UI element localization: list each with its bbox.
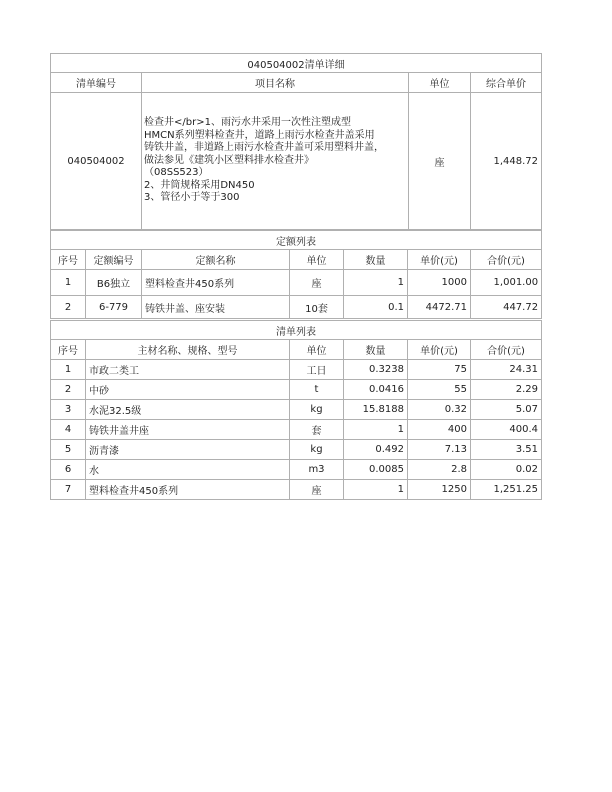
quota-title: 定额列表 (51, 231, 542, 250)
quota-code: 6-779 (86, 296, 142, 319)
materials-header: 数量 (344, 340, 408, 360)
material-total: 5.07 (471, 400, 542, 420)
materials-header: 单价(元) (408, 340, 471, 360)
materials-table (50, 320, 542, 500)
table-row (51, 460, 542, 480)
quota-total: 447.72 (471, 296, 542, 319)
bill-title: 040504002清单详细 (51, 54, 542, 73)
table-row (51, 480, 542, 500)
material-total: 3.51 (471, 440, 542, 460)
material-unit-price: 55 (408, 380, 471, 400)
material-name: 水 (86, 460, 290, 480)
materials-header: 主材名称、规格、型号 (86, 340, 290, 360)
quota-unit: 座 (290, 270, 344, 296)
quota-qty: 1 (344, 270, 408, 296)
material-unit: kg (290, 440, 344, 460)
material-total: 1,251.25 (471, 480, 542, 500)
material-unit: 套 (290, 420, 344, 440)
material-index: 1 (51, 360, 86, 380)
quota-name: 塑料检查井450系列 (142, 270, 290, 296)
desc-line: 2、井筒规格采用DN450 (144, 179, 255, 191)
material-name: 水泥32.5级 (86, 400, 290, 420)
material-name: 沥青漆 (86, 440, 290, 460)
material-unit: kg (290, 400, 344, 420)
material-name: 塑料检查井450系列 (86, 480, 290, 500)
item-code: 040504002 (51, 93, 142, 230)
item-unit: 座 (409, 93, 471, 230)
table-row (51, 400, 542, 420)
quota-header: 定额名称 (142, 250, 290, 270)
quota-index: 2 (51, 296, 86, 319)
material-unit-price: 0.32 (408, 400, 471, 420)
header-code: 清单编号 (51, 73, 142, 93)
material-index: 4 (51, 420, 86, 440)
quota-unit: 10套 (290, 296, 344, 319)
quota-header: 数量 (344, 250, 408, 270)
quota-code: B6独立 (86, 270, 142, 296)
material-qty: 0.0085 (344, 460, 408, 480)
materials-title: 清单列表 (51, 321, 542, 340)
material-unit-price: 2.8 (408, 460, 471, 480)
material-qty: 0.3238 (344, 360, 408, 380)
desc-line: 做法参见《建筑小区塑料排水检查井》 (144, 154, 314, 166)
material-qty: 1 (344, 420, 408, 440)
material-index: 5 (51, 440, 86, 460)
materials-header: 序号 (51, 340, 86, 360)
material-unit: m3 (290, 460, 344, 480)
table-row (51, 380, 542, 400)
quota-unit-price: 1000 (408, 270, 471, 296)
material-unit-price: 7.13 (408, 440, 471, 460)
material-name: 铸铁井盖井座 (86, 420, 290, 440)
table-row (51, 360, 542, 380)
material-total: 0.02 (471, 460, 542, 480)
material-qty: 0.492 (344, 440, 408, 460)
material-index: 6 (51, 460, 86, 480)
quota-index: 1 (51, 270, 86, 296)
material-total: 400.4 (471, 420, 542, 440)
quota-header: 定额编号 (86, 250, 142, 270)
material-name: 市政二类工 (86, 360, 290, 380)
quota-total: 1,001.00 (471, 270, 542, 296)
material-unit-price: 400 (408, 420, 471, 440)
material-index: 3 (51, 400, 86, 420)
material-unit: 座 (290, 480, 344, 500)
material-index: 2 (51, 380, 86, 400)
table-row (51, 420, 542, 440)
material-qty: 15.8188 (344, 400, 408, 420)
item-price: 1,448.72 (471, 93, 542, 230)
item-description (142, 93, 409, 230)
table-row (51, 270, 542, 296)
quota-table (50, 230, 542, 319)
bill-summary-table (50, 53, 542, 230)
quota-header: 单位 (290, 250, 344, 270)
quota-header: 合价(元) (471, 250, 542, 270)
material-qty: 1 (344, 480, 408, 500)
material-index: 7 (51, 480, 86, 500)
quota-header: 序号 (51, 250, 86, 270)
quota-unit-price: 4472.71 (408, 296, 471, 319)
table-row (51, 296, 542, 319)
table-row (51, 440, 542, 460)
desc-line: HMCN系列塑料检查井，道路上雨污水检查井盖采用 (144, 129, 375, 141)
material-name: 中砂 (86, 380, 290, 400)
header-price: 综合单价 (471, 73, 542, 93)
material-total: 24.31 (471, 360, 542, 380)
desc-line: 检查井</br>1、雨污水井采用一次性注塑成型 (144, 117, 351, 129)
quota-name: 铸铁井盖、座安装 (142, 296, 290, 319)
header-name: 项目名称 (142, 73, 409, 93)
material-total: 2.29 (471, 380, 542, 400)
materials-header: 单位 (290, 340, 344, 360)
material-qty: 0.0416 (344, 380, 408, 400)
desc-line: （08SS523） (144, 167, 209, 179)
desc-line: 铸铁井盖，非道路上雨污水检查井盖可采用塑料井盖， (144, 142, 384, 154)
desc-line: 3、管径小于等于300 (144, 192, 240, 204)
quota-header: 单价(元) (408, 250, 471, 270)
material-unit: 工日 (290, 360, 344, 380)
header-unit: 单位 (409, 73, 471, 93)
material-unit-price: 75 (408, 360, 471, 380)
materials-header: 合价(元) (471, 340, 542, 360)
material-unit-price: 1250 (408, 480, 471, 500)
material-unit: t (290, 380, 344, 400)
quota-qty: 0.1 (344, 296, 408, 319)
